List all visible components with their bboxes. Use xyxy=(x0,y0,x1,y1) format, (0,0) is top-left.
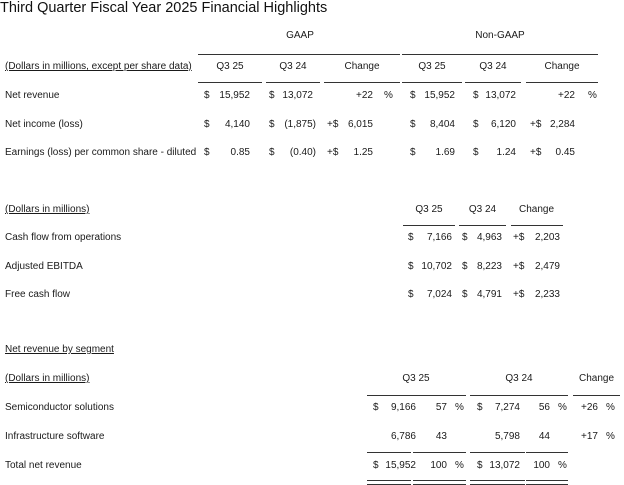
divider xyxy=(402,54,598,55)
change-value: 2,284 xyxy=(549,119,575,130)
row-label: Earnings (loss) per common share - diluted xyxy=(5,147,197,158)
column-header: Change xyxy=(518,204,555,215)
divider xyxy=(511,225,563,226)
divider xyxy=(413,452,466,453)
cell-value: 0.85 xyxy=(230,147,250,158)
currency-symbol: $ xyxy=(473,119,479,130)
divider xyxy=(367,395,466,396)
divider xyxy=(367,452,411,453)
change-prefix: +$ xyxy=(327,119,339,130)
column-header: Change xyxy=(544,61,580,72)
divider xyxy=(459,225,506,226)
cell-value: 8,223 xyxy=(476,261,502,272)
double-rule xyxy=(526,480,568,485)
divider xyxy=(198,54,400,55)
column-header: Q3 24 xyxy=(279,61,307,72)
change-prefix: +$ xyxy=(327,147,339,158)
cell-value: 7,166 xyxy=(426,232,452,243)
currency-symbol: $ xyxy=(408,261,414,272)
percent-value: 100 xyxy=(430,460,447,471)
divider xyxy=(526,82,598,83)
double-rule xyxy=(367,480,411,485)
column-header: Q3 24 xyxy=(479,61,507,72)
percent-value: 57 xyxy=(435,402,447,413)
currency-symbol: $ xyxy=(408,289,414,300)
column-header: Q3 25 xyxy=(402,373,430,384)
cell-value: 15,952 xyxy=(219,90,250,101)
table-caption: (Dollars in millions) xyxy=(5,373,90,384)
table-caption: (Dollars in millions) xyxy=(5,204,90,215)
currency-symbol: $ xyxy=(373,460,379,471)
change-value: 2,233 xyxy=(534,289,560,300)
cell-value: 6,786 xyxy=(390,431,416,442)
column-header: Q3 25 xyxy=(415,204,443,215)
currency-symbol: $ xyxy=(462,232,468,243)
divider xyxy=(470,395,568,396)
percent-symbol: % xyxy=(606,431,615,442)
currency-symbol: $ xyxy=(473,90,479,101)
cell-value: 1.24 xyxy=(496,147,516,158)
cell-value: 13,072 xyxy=(489,460,520,471)
row-label: Infrastructure software xyxy=(5,431,105,442)
row-label: Free cash flow xyxy=(5,289,71,300)
divider xyxy=(573,395,620,396)
change-value: +26 xyxy=(581,402,598,413)
change-value: +17 xyxy=(581,431,598,442)
row-label: Net revenue xyxy=(5,90,60,101)
percent-value: 44 xyxy=(538,431,550,442)
divider xyxy=(465,82,521,83)
cell-value: 4,963 xyxy=(476,232,502,243)
cell-value: 6,120 xyxy=(490,119,516,130)
divider xyxy=(403,225,455,226)
cell-value: 7,274 xyxy=(494,402,520,413)
double-rule xyxy=(413,480,466,485)
cell-value: (0.40) xyxy=(289,147,316,158)
column-header: Q3 25 xyxy=(418,61,446,72)
currency-symbol: $ xyxy=(269,147,275,158)
row-label: Cash flow from operations xyxy=(5,232,122,243)
cell-value: (1,875) xyxy=(284,119,316,130)
double-rule xyxy=(470,480,525,485)
divider xyxy=(198,82,262,83)
currency-symbol: $ xyxy=(269,119,275,130)
currency-symbol: $ xyxy=(462,289,468,300)
percent-symbol: % xyxy=(455,460,464,471)
currency-symbol: $ xyxy=(410,119,416,130)
percent-symbol: % xyxy=(606,402,615,413)
cell-value: 4,140 xyxy=(224,119,250,130)
divider xyxy=(526,452,568,453)
currency-symbol: $ xyxy=(473,147,479,158)
currency-symbol: $ xyxy=(373,402,379,413)
percent-value: 100 xyxy=(533,460,550,471)
change-value: +22 xyxy=(558,90,575,101)
cell-value: 13,072 xyxy=(485,90,516,101)
percent-value: 43 xyxy=(435,431,447,442)
divider xyxy=(470,452,525,453)
percent-symbol: % xyxy=(558,402,567,413)
cell-value: 15,952 xyxy=(424,90,455,101)
currency-symbol: $ xyxy=(410,90,416,101)
group-header-gaap: GAAP xyxy=(286,30,314,41)
column-header: Change xyxy=(344,61,380,72)
divider xyxy=(324,82,400,83)
currency-symbol: $ xyxy=(410,147,416,158)
currency-symbol: $ xyxy=(477,402,483,413)
currency-symbol: $ xyxy=(462,261,468,272)
row-label: Net income (loss) xyxy=(5,119,83,130)
row-label: Total net revenue xyxy=(5,460,82,471)
change-value: 0.45 xyxy=(555,147,575,158)
column-header: Q3 24 xyxy=(505,373,533,384)
currency-symbol: $ xyxy=(204,119,210,130)
change-prefix: +$ xyxy=(530,147,542,158)
group-header-nongaap: Non-GAAP xyxy=(475,30,525,41)
change-prefix: +$ xyxy=(513,261,525,272)
divider xyxy=(266,82,320,83)
cell-value: 15,952 xyxy=(385,460,416,471)
change-value: 2,479 xyxy=(534,261,560,272)
column-header: Change xyxy=(578,373,615,384)
cell-value: 10,702 xyxy=(421,261,452,272)
percent-symbol: % xyxy=(588,90,597,101)
change-value: +22 xyxy=(356,90,373,101)
percent-value: 56 xyxy=(538,402,550,413)
currency-symbol: $ xyxy=(204,147,210,158)
cell-value: 7,024 xyxy=(426,289,452,300)
change-value: 2,203 xyxy=(534,232,560,243)
currency-symbol: $ xyxy=(269,90,275,101)
percent-symbol: % xyxy=(558,460,567,471)
row-label: Semiconductor solutions xyxy=(5,402,114,413)
cell-value: 8,404 xyxy=(429,119,455,130)
column-header: Q3 24 xyxy=(468,204,497,215)
cell-value: 5,798 xyxy=(494,431,520,442)
currency-symbol: $ xyxy=(477,460,483,471)
cell-value: 4,791 xyxy=(476,289,502,300)
row-label: Adjusted EBITDA xyxy=(5,261,83,272)
percent-symbol: % xyxy=(384,90,393,101)
cell-value: 9,166 xyxy=(390,402,416,413)
change-value: 1.25 xyxy=(353,147,373,158)
currency-symbol: $ xyxy=(408,232,414,243)
change-prefix: +$ xyxy=(513,289,525,300)
currency-symbol: $ xyxy=(204,90,210,101)
change-prefix: +$ xyxy=(530,119,542,130)
cell-value: 13,072 xyxy=(282,90,313,101)
percent-symbol: % xyxy=(455,402,464,413)
column-header: Q3 25 xyxy=(216,61,244,72)
table-caption: (Dollars in millions, except per share data) xyxy=(5,61,192,72)
change-value: 6,015 xyxy=(347,119,373,130)
cell-value: 1.69 xyxy=(435,147,455,158)
page-title: Third Quarter Fiscal Year 2025 Financial Highlights xyxy=(0,0,328,16)
section-heading: Net revenue by segment xyxy=(5,344,114,355)
divider xyxy=(402,82,462,83)
change-prefix: +$ xyxy=(513,232,525,243)
